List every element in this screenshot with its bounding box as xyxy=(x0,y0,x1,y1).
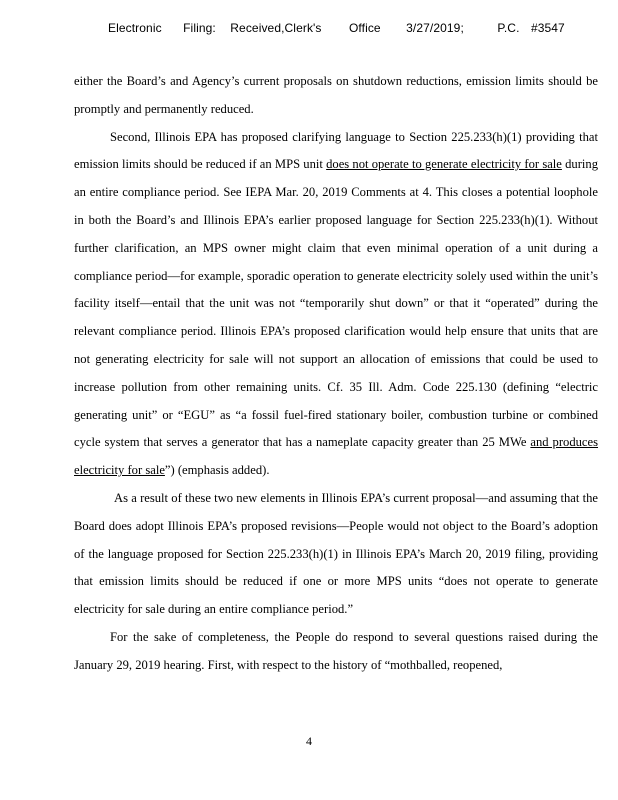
paragraph-2-part-5: ”) (emphasis added). xyxy=(164,463,270,478)
paragraph-2-part-3: during an entire compliance period. See IEPA Mar. 20, 2019 Comments at 4. This closes a potential loophole in both the Board’s and Illinois EPA’s earlier proposed language for Section 225.233(h)(1). Without further clarification, an MPS owner might claim that even minimal operation of a unit during a compliance period—for example, sporadic operation to generate electricity solely used within the unit’s facility itself—entail that the unit was not “temporarily shut down” or that it “operated” during the relevant compliance period. Illinois EPA’s proposed clarification would help ensure that units that are not generating electricity for sale will not support an allocation of emissions that could be used to increase pollution from other remaining units. Cf. 35 Ill. Adm. Code 225.130 (defining “electric generating unit” or “EGU” as “a fossil fuel-fired stationary boiler, combustion turbine or combined cycle system that serves a generator that has a nameplate capacity greater than 25 MWe xyxy=(74,157,599,450)
paragraph-2 xyxy=(74,124,598,485)
header-date: 3/27/2019; xyxy=(406,21,464,35)
header-received: Received,Clerk's xyxy=(230,21,322,35)
paragraph-2-part-1: Second, Illinois EPA has proposed clarifying language to Section 225.233(h)(1) providing that emission limits should be reduced if an MPS unit xyxy=(74,129,598,172)
header-filing: Filing: xyxy=(183,21,216,35)
emphasis-underline-2: and produces electricity for sale xyxy=(74,435,599,478)
filing-header xyxy=(108,21,565,35)
paragraph-3: As a result of these two new elements in Illinois EPA’s current proposal—and assuming that the Board does adopt Illinois EPA’s proposed revisions—People would not object to the Board’s adoption of the language proposed for Section 225.233(h)(1) in Illinois EPA’s March 20, 2019 filing, providing that emission limits should be reduced if one or more MPS units “does not operate to generate electricity for sale during an entire compliance period.” xyxy=(74,490,598,617)
paragraph-4: For the sake of completeness, the People do respond to several questions raised during the January 29, 2019 hearing. First, with respect to the history of “mothballed, reopened, xyxy=(74,629,598,672)
emphasis-underline-1: does not operate to generate electricity for sale xyxy=(326,157,562,172)
document-body xyxy=(74,68,598,680)
header-office: Office xyxy=(348,21,381,35)
header-pc: P.C. xyxy=(497,21,520,35)
page-number: 4 xyxy=(306,734,312,748)
paragraph-1: either the Board’s and Agency’s current proposals on shutdown reductions, emission limits should be promptly and permanently reduced. xyxy=(74,74,598,116)
header-electronic: Electronic xyxy=(108,21,162,35)
header-number: #3547 xyxy=(530,21,565,35)
